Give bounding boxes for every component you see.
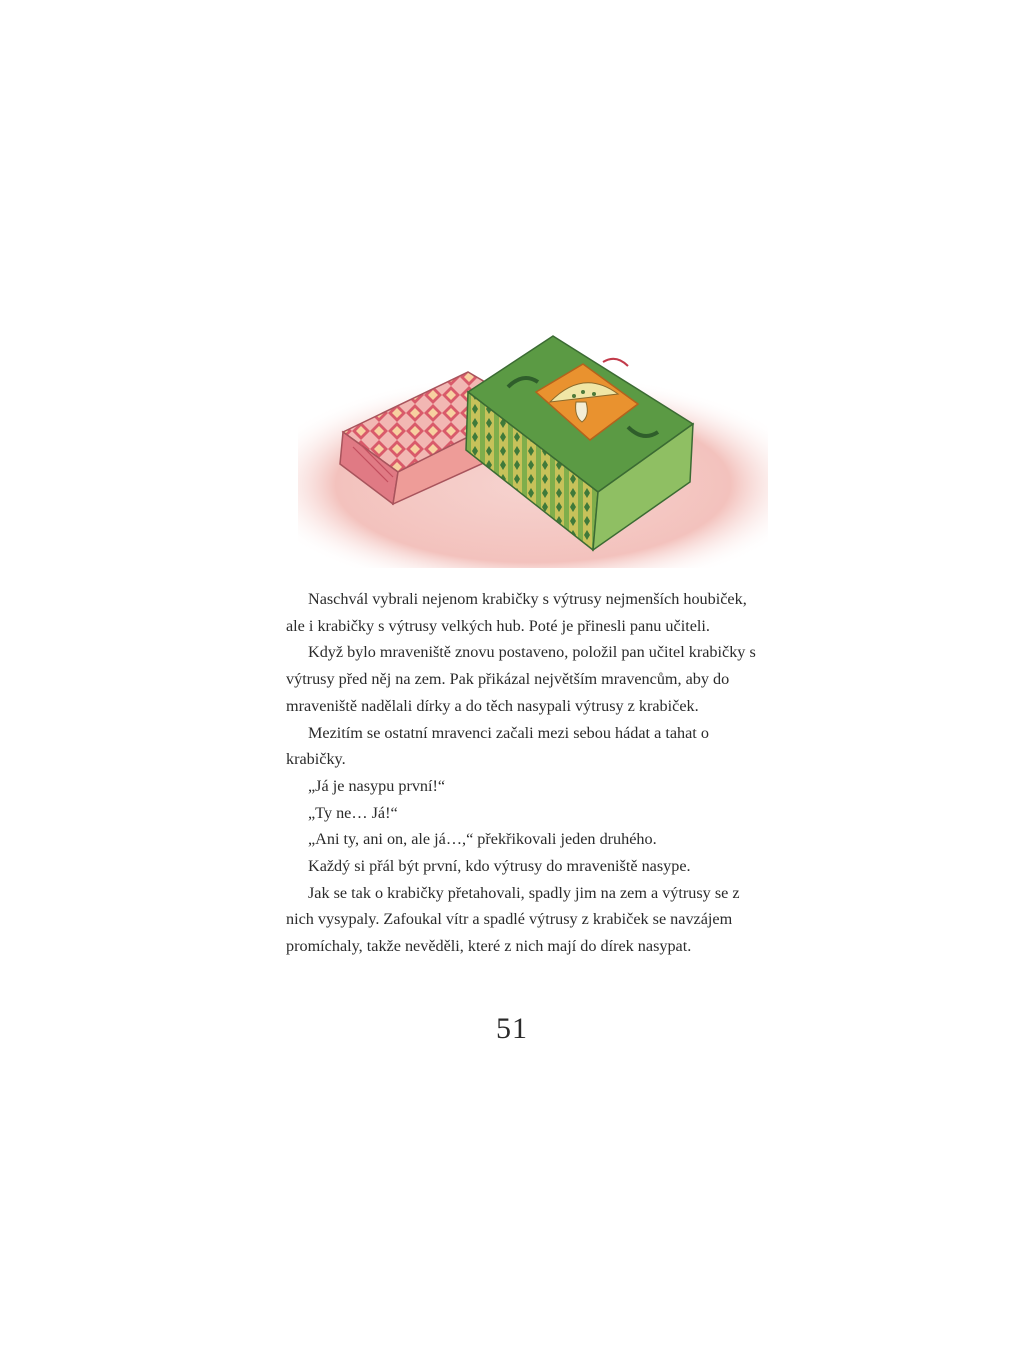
paragraph: Mezitím se ostatní mravenci začali mezi sebou hádat a tahat o krabičky. — [286, 723, 709, 769]
dialogue-line: „Já je nasypu první!“ — [308, 776, 446, 795]
paragraph: Každý si přál být první, kdo výtrusy do mraveniště nasype. — [308, 857, 691, 876]
story-text — [286, 586, 760, 960]
dialogue-line: „Ani ty, ani on, ale já…,“ překřikovali jeden druhého. — [308, 830, 657, 849]
page-number: 51 — [496, 1012, 528, 1045]
paragraph: Jak se tak o krabičky přetahovali, spadly jim na zem a výtrusy se z nich vysypaly. Zafoukal vítr a spadlé výtrusy z krabiček se navzájem promíchaly, takže nevěděli, které z nich mají do dírek nasypat. — [286, 883, 740, 956]
dialogue-line: „Ty ne… Já!“ — [308, 803, 398, 822]
spore-boxes-illustration — [298, 332, 768, 568]
paragraph: Naschvál vybrali nejenom krabičky s výtrusy nejmenších houbiček, ale i krabičky s výtrusy velkých hub. Poté je přinesli panu učiteli. — [286, 590, 747, 635]
paragraph: Když bylo mraveniště znovu postaveno, položil pan učitel krabičky s výtrusy před něj na zem. Pak přikázal největším mravencům, aby do mraveniště nadělali dírky a do těch nasypali výtrusy z krabiček. — [286, 643, 756, 715]
